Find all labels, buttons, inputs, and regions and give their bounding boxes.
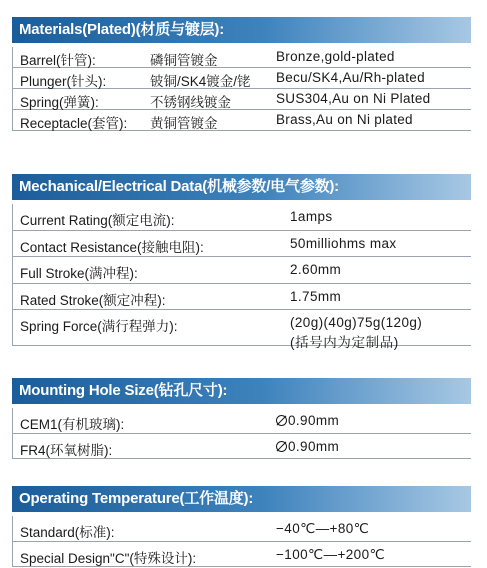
param-label: Spring Force(满行程弹力):: [20, 319, 178, 334]
temperature-section: [12, 486, 471, 567]
param-label: Contact Resistance(接触电阻):: [20, 239, 204, 255]
param-value: 50milliohms max: [290, 235, 397, 251]
param-label: Rated Stroke(额定冲程):: [20, 292, 166, 308]
mechanical-table: [12, 204, 471, 350]
table-row: [13, 89, 471, 110]
table-row: [13, 516, 471, 542]
material-cn: 磷铜管镀金: [150, 53, 218, 68]
materials-table: [12, 47, 471, 131]
param-value: 1.75mm: [290, 288, 342, 304]
temperature-table: [12, 516, 471, 567]
table-row: [13, 257, 471, 284]
param-value: 1amps: [290, 209, 333, 224]
mounting-header: Mounting Hole Size(钻孔尺寸):: [12, 378, 471, 404]
table-row: [13, 68, 471, 89]
mounting-section: [12, 378, 471, 459]
mechanical-header: Mechanical/Electrical Data(机械参数/电气参数):: [12, 174, 471, 200]
material-cn: 不锈钢线镀金: [150, 95, 231, 110]
board-label: FR4(环氧树脂):: [20, 442, 113, 458]
materials-header: Materials(Plated)(材质与镀层):: [12, 17, 471, 43]
material-en: Bronze,gold-plated: [276, 49, 395, 64]
table-row: [13, 408, 471, 434]
material-cn: 铍铜/SK4镀金/铑: [150, 74, 251, 89]
material-en: SUS304,Au on Ni Plated: [276, 91, 431, 106]
temp-label: Standard(标准):: [20, 525, 115, 540]
table-row: [13, 284, 471, 311]
table-row: [13, 231, 471, 258]
material-cn: 黄铜管镀金: [150, 116, 218, 131]
mounting-table: [12, 408, 471, 459]
material-en: Becu/SK4,Au/Rh-plated: [276, 70, 425, 85]
table-row: [13, 434, 471, 460]
param-label: Current Rating(额定电流):: [20, 213, 175, 228]
table-row: [13, 47, 471, 68]
part-label: Spring(弹簧):: [20, 95, 99, 110]
table-row: [13, 110, 471, 131]
temp-label: Special Design"C"(特殊设计):: [20, 550, 197, 566]
hole-value: 0.90mm: [276, 439, 339, 454]
table-row: [13, 310, 471, 350]
part-label: Receptacle(套管):: [20, 116, 128, 131]
diameter-icon: [276, 415, 287, 426]
temp-value: −40℃—+80℃: [276, 521, 370, 536]
materials-section: [12, 17, 471, 131]
part-label: Barrel(针管):: [20, 53, 96, 68]
temperature-header: Operating Temperature(工作温度):: [12, 486, 471, 512]
hole-value: 0.90mm: [276, 413, 339, 428]
board-label: CEM1(有机玻璃):: [20, 417, 125, 432]
mechanical-section: [12, 174, 471, 350]
part-label: Plunger(针头):: [20, 74, 107, 89]
diameter-icon: [276, 441, 287, 452]
temp-value: −100℃—+200℃: [276, 546, 386, 562]
custom-note: (括号内为定制品): [290, 335, 399, 350]
table-row: [13, 204, 471, 231]
param-value: (20g)(40g)75g(120g): [290, 315, 423, 330]
table-row: [13, 542, 471, 568]
param-label: Full Stroke(满冲程):: [20, 266, 138, 281]
material-en: Brass,Au on Ni plated: [276, 112, 413, 127]
param-value: 2.60mm: [290, 262, 342, 277]
